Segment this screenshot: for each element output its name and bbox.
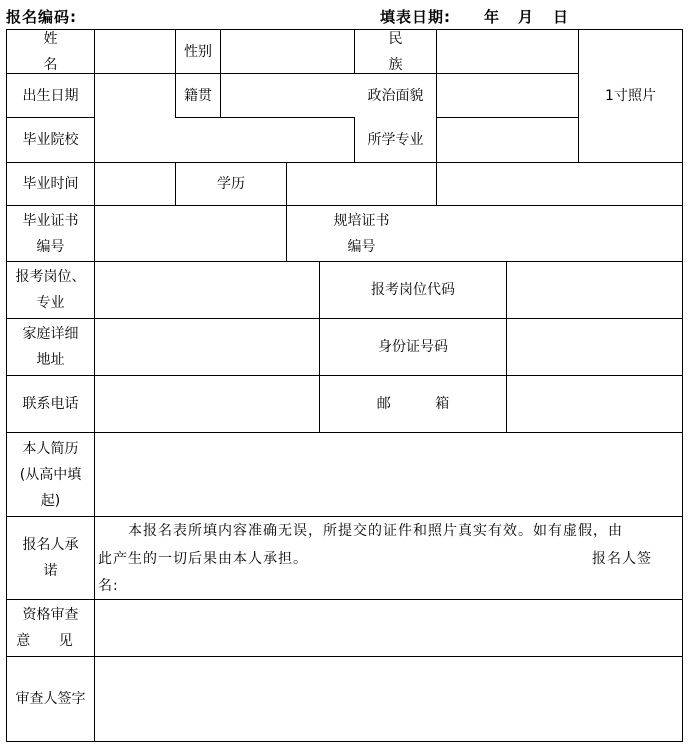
native-place-field[interactable] xyxy=(221,74,354,117)
native-place-label: 籍贯 xyxy=(184,87,212,104)
school-label: 毕业院校 xyxy=(22,132,79,148)
political-status-label: 政治面貌 xyxy=(367,87,424,104)
qualification-review-field[interactable] xyxy=(95,600,682,656)
id-number-label: 身份证号码 xyxy=(378,339,448,355)
name-label: 姓 名 xyxy=(43,30,86,73)
pledge-text-line2: 此产生的一切后果由本人承担。 xyxy=(98,551,308,567)
home-address-field[interactable] xyxy=(95,319,319,375)
major-field[interactable] xyxy=(437,118,578,162)
id-number-field[interactable] xyxy=(507,319,682,375)
diploma-number-field[interactable] xyxy=(95,206,286,261)
ethnicity-field[interactable] xyxy=(437,30,578,73)
graduation-time-field[interactable] xyxy=(95,163,175,205)
gender-field[interactable] xyxy=(221,30,354,73)
ethnicity-label: 民 族 xyxy=(388,30,425,73)
qualification-review-label: 资格审查 意 见 xyxy=(16,607,85,649)
applicant-signature-field[interactable] xyxy=(130,572,330,598)
home-address-label: 家庭详细 地址 xyxy=(22,326,79,368)
education-field[interactable] xyxy=(287,163,436,205)
position-label: 报考岗位、 专业 xyxy=(15,269,86,311)
resume-field[interactable] xyxy=(95,433,682,516)
fill-date-label: 填表日期: xyxy=(380,8,451,26)
photo-box[interactable]: 1寸照片 xyxy=(605,88,656,104)
birth-date-field[interactable] xyxy=(95,74,175,117)
pledge-label: 报名人承 诺 xyxy=(22,537,79,579)
graduation-time-label: 毕业时间 xyxy=(22,176,79,192)
applicant-signature-label-end: 名: xyxy=(98,578,119,594)
email-field[interactable] xyxy=(507,376,682,432)
date-year: 年 xyxy=(484,8,501,26)
gender-label: 性别 xyxy=(184,43,212,60)
reviewer-signature-field[interactable] xyxy=(95,657,682,741)
reviewer-signature-label: 审查人签字 xyxy=(15,691,86,707)
position-code-field[interactable] xyxy=(507,262,682,318)
applicant-signature-label: 报名人签 xyxy=(592,551,652,567)
training-cert-number-field[interactable] xyxy=(437,206,682,261)
date-month: 月 xyxy=(518,8,535,26)
birth-date-label: 出生日期 xyxy=(22,87,79,104)
position-code-label: 报考岗位代码 xyxy=(371,282,455,298)
political-status-field[interactable] xyxy=(437,74,578,117)
email-label: 邮 箱 xyxy=(376,396,470,412)
education-label: 学历 xyxy=(217,176,245,192)
diploma-number-label: 毕业证书 编号 xyxy=(22,212,79,255)
pledge-text-line1: 本报名表所填内容准确无误，所提交的证件和照片真实有效。如有虚假，由 xyxy=(128,523,623,539)
name-field[interactable] xyxy=(95,30,175,73)
major-label: 所学专业 xyxy=(367,132,424,148)
registration-number-label: 报名编码: xyxy=(6,8,77,26)
school-field[interactable] xyxy=(95,118,354,162)
resume-label: 本人简历 (从高中填 起) xyxy=(19,440,82,509)
position-field[interactable] xyxy=(95,262,319,318)
education-extra-field[interactable] xyxy=(437,163,682,205)
training-cert-number-label: 规培证书 编号 xyxy=(333,212,390,255)
date-day: 日 xyxy=(553,8,570,26)
phone-field[interactable] xyxy=(95,376,319,432)
phone-label: 联系电话 xyxy=(22,396,79,412)
